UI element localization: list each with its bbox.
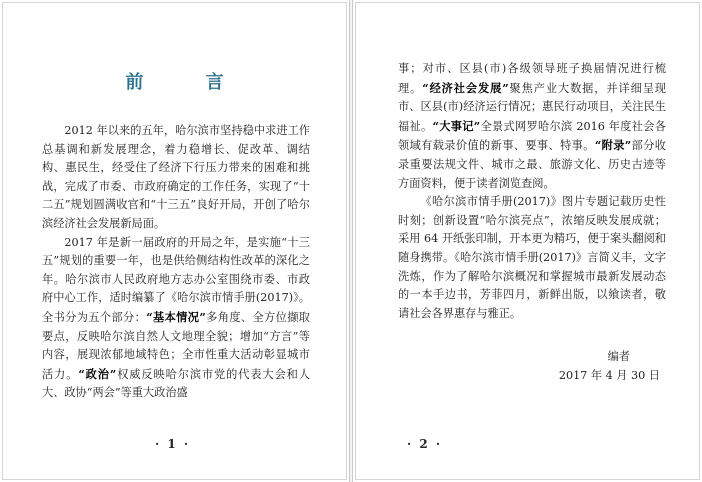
text-run: 全景式网罗哈尔滨 2016 年度社会各领域有载录价值的新事、要事、特事。 (398, 119, 666, 153)
signature: 编者 (607, 350, 630, 363)
text-run: 多角度、全方位撷取要点，反映哈尔滨自然人文地理全貌；增加“方言”等内容，展现浓郁地域特色；全市性重大活动彰显城市活力。 (42, 310, 310, 381)
page-title: 前 言 (125, 72, 252, 93)
left-page (0, 0, 350, 482)
right-body-text (398, 60, 666, 323)
emphasized-term: “基本情况” (146, 309, 206, 324)
emphasized-term: “政治” (78, 366, 117, 381)
text-run: 部分收录重要法规文件、城市之最、旅游文化、历史古迹等方面资料，便于读者浏览查阅。 (398, 139, 666, 190)
emphasized-term: “大事记” (432, 118, 481, 133)
page-number: · 2 · (407, 437, 443, 451)
text-run: 权威反映哈尔滨市党的代表大会和人大、政协“两会”等重大政治盛 (42, 367, 310, 400)
page-number: · 1 · (155, 437, 191, 451)
paragraph (42, 122, 310, 234)
text-run: 《哈尔滨市情手册(2017)》图片专题记载历史性时刻；创新设置“哈尔滨亮点”，浓缩反映发展成就；采用 64 开纸张印制，开本更为精巧，便于案头翻阅和随身携带。《哈尔滨市情手册(2017)》言简义丰，文字洗炼，作为了解哈尔滨概况和掌握城市最新发展动态的一本手边书，芳菲四月，新鲜出版，以飨读者，敬请社会各界惠存与雅正。 (398, 195, 666, 320)
emphasized-term: “经济社会发展” (422, 80, 509, 95)
paragraph (398, 60, 666, 193)
left-body-text (42, 122, 310, 403)
text-run: 聚焦产业大数据，并详细呈现市、区县(市)经济运行情况；惠民行动项目，关注民生福祉。 (398, 81, 666, 133)
paragraph (398, 193, 666, 323)
text-run: 2012 年以来的五年，哈尔滨市坚持稳中求进工作总基调和新发展理念，着力稳增长、促改革、调结构、惠民生，经受住了经济下行压力带来的困难和挑战，完成了市委、市政府确定的工作任务，实现了“十二五”规划圆满收官和“十三五”良好开局，开创了哈尔滨经济社会发展新局面。 (42, 124, 310, 230)
emphasized-term: “附录” (594, 138, 632, 153)
paragraph (42, 234, 310, 403)
text-run: 事；对市、区县(市)各级领导班子换届情况进行梳理。 (398, 62, 666, 95)
text-run: 2017 年是新一届政府的开局之年，是实施“十三五”规划的重要一年，也是供给侧结构性改革的深化之年。哈尔滨市人民政府地方志办公室围绕市委、市政府中心工作，适时编纂了《哈尔滨市情手册(2017)》。全书分为五个部分： (42, 235, 310, 324)
date: 2017 年 4 月 30 日 (558, 369, 660, 382)
